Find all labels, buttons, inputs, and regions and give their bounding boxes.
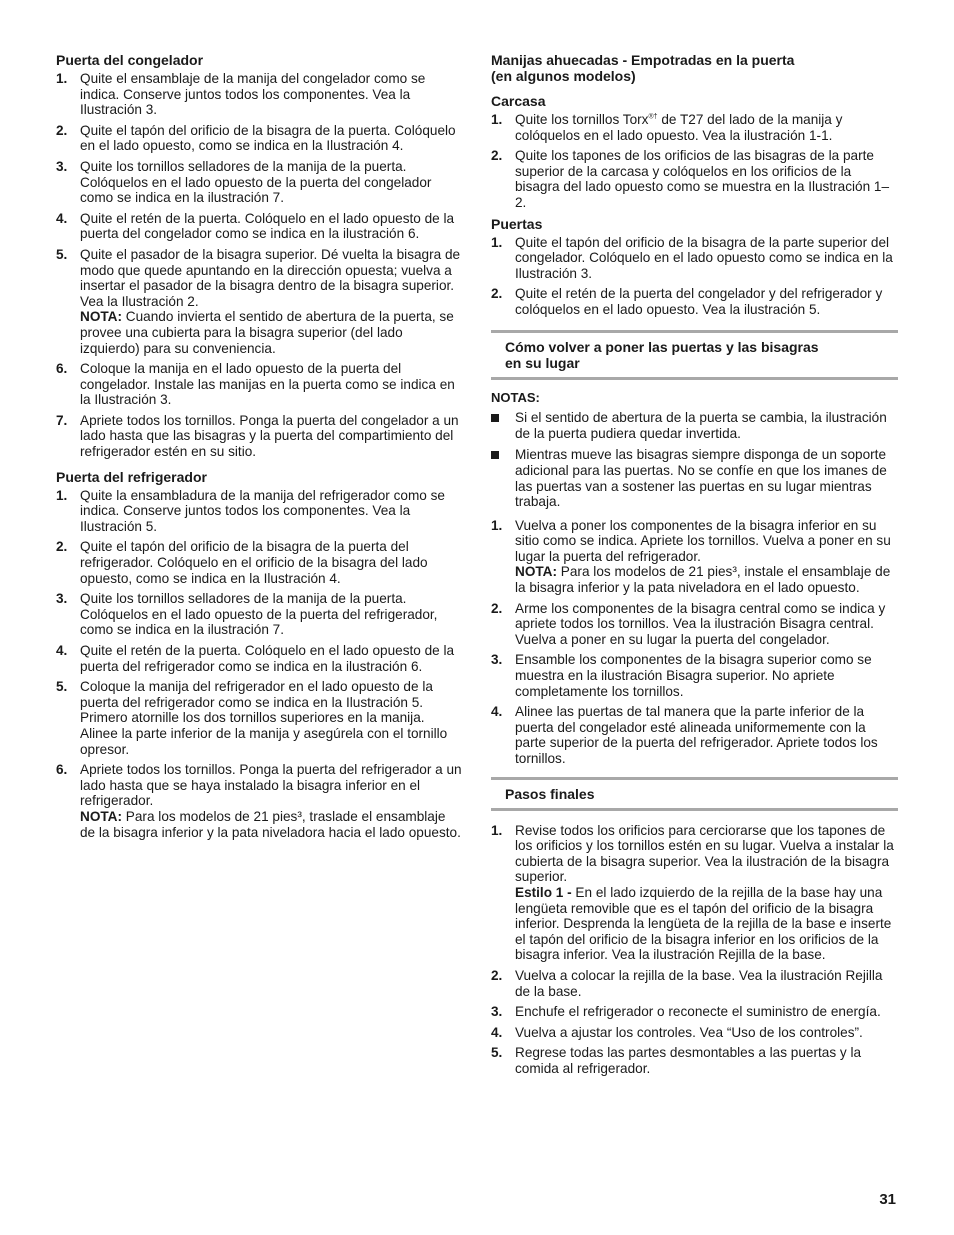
bullet-item: Si el sentido de abertura de la puerta se cambia, la ilustración de la puerta pudiera quedar invertida.: [491, 410, 898, 441]
bullet-square-icon: [491, 451, 499, 459]
bullet-item: Mientras mueve las bisagras siempre disponga de un soporte adicional para las puertas. No se confíe en que los imanes de las puertas van a sostener las puertas en su lugar mientras trabaja.: [491, 447, 898, 509]
replace-steps: [491, 518, 898, 767]
list-item: 7. Apriete todos los tornillos. Ponga la puerta del congelador a un lado hasta que las bisagras y la puerta del compartimiento del refrigerador estén en su sitio.: [56, 412, 459, 460]
fridge-steps: [56, 488, 464, 840]
notes-label: NOTAS:: [491, 389, 540, 405]
list-item: 1. Quite el tapón del orificio de la bisagra de la parte superior del congelador. Colóquelo en el lado opuesto como se indica en la Ilustración 3.: [491, 234, 893, 281]
bullet-square-icon: [491, 414, 499, 422]
list-item: 4. Vuelva a ajustar los controles. Vea “Uso de los controles”.: [491, 1024, 863, 1040]
note: NOTA: Para los modelos de 21 pies³, instale el ensamblaje de la bisagra inferior y la pata niveladora en el lado opuesto.: [515, 564, 891, 596]
list-item: 5. Regrese todas las partes desmontables a las puertas y la comida al refrigerador.: [491, 1045, 862, 1076]
list-item: 2. Vuelva a colocar la rejilla de la base. Vea la ilustración Rejilla de la base.: [491, 967, 883, 999]
list-item: 2. Quite el tapón del orificio de la bisagra de la puerta. Colóquelo en el lado opuesto, como se indica en la Ilustración 4.: [56, 122, 456, 154]
final-steps: [491, 823, 898, 1077]
replace-doors-heading: Cómo volver a poner las puertas y las bisagras en su lugar: [491, 330, 898, 380]
list-item: 3. Enchufe el refrigerador o reconecte el suministro de energía.: [491, 1004, 881, 1020]
list-item: 1. Vuelva a poner los componentes de la bisagra inferior en su sitio como se indica. Apriete los tornillos. Vuelva a poner en su lugar la puerta del refrigerador. NOTA: Para los modelos de 21 pies³, instale el ensamblaje de la bisagra inferior y la pata niveladora en el lado opuesto.: [491, 518, 898, 596]
housing-heading: Carcasa: [491, 93, 546, 109]
note: Estilo 1 - En el lado izquierdo de la rejilla de la base hay una lengüeta removible que es el tapón del orificio de la bisagra inferior. Desprenda la lengüeta de la rejilla de la base e inserte el tapón del orificio de la bisagra inferior en los orificios de la bisagra inferior. Vea la ilustración Rejilla de la base.: [515, 884, 892, 963]
list-item: 3. Quite los tornillos selladores de la manija de la puerta. Colóquelos en el lado opuesto de la puerta del refrigerador, como se indica en la ilustración 7.: [56, 591, 438, 638]
housing-steps: [491, 112, 898, 211]
freezer-door-heading: Puerta del congelador: [56, 52, 204, 68]
list-item: 1. Quite la ensambladura de la manija del refrigerador como se indica. Conserve juntos todos los componentes. Vea la Ilustración 5.: [56, 487, 445, 534]
doors-heading: Puertas: [491, 215, 543, 232]
list-item: 2. Arme los componentes de la bisagra central como se indica y apriete todos los tornillos. Vea la ilustración Bisagra central. Vuelva a poner en su lugar la puerta del congelador.: [491, 600, 886, 647]
doors-steps: [491, 235, 898, 318]
freezer-steps: [56, 71, 464, 460]
page-number: 31: [879, 1191, 896, 1208]
list-item: 5. Quite el pasador de la bisagra superior. Dé vuelta la bisagra de modo que quede apuntando en la dirección opuesta; vuelva a insertar el pasador de la bisagra dentro de la bisagra superior. Vea la Ilustración 2. NOTA: Cuando invierta el sentido de abertura de la puerta, se provee una cubierta para la bisagra superior (del lado izquierdo) para su conveniencia.: [56, 247, 464, 356]
list-item: 2. Quite el tapón del orificio de la bisagra de la puerta del refrigerador. Colóquelo en el orificio de la bisagra del lado opuesto, como se indica en la Ilustración 4.: [56, 539, 428, 586]
list-item: 6. Coloque la manija en el lado opuesto de la puerta del congelador. Instale las manijas en la puerta como se indica en la Ilustración 3.: [56, 361, 455, 408]
list-item: 1. Quite los tornillos Torx®† de T27 del lado de la manija y colóquelos en el lado opuesto. Vea la ilustración 1-1.: [491, 112, 843, 143]
list-item: 5. Coloque la manija del refrigerador en el lado opuesto de la puerta del refrigerador como se indica en la Ilustración 5. Primero atornille los dos tornillos superiores en la manija. Alinee la parte inferior de la manija y asegúrela con el tornillo opresor.: [56, 679, 448, 757]
fridge-door-heading: Puerta del refrigerador: [56, 468, 207, 485]
list-item: 6. Apriete todos los tornillos. Ponga la puerta del refrigerador a un lado hasta que se haya instalado la bisagra inferior en el refrigerador. NOTA: Para los modelos de 21 pies³, traslade el ensamblaje de la bisagra inferior y la pata niveladora hacia el lado opuesto.: [56, 762, 464, 840]
recessed-handles-heading: Manijas ahuecadas - Empotradas en la puerta (en algunos modelos): [491, 52, 795, 84]
list-item: 1. Revise todos los orificios para cerciorarse que los tapones de los orificios y los tornillos estén en su lugar. Vuelva a instalar la cubierta de la bisagra superior. Vea la ilustración de la bisagra superior. Estilo 1 - En el lado izquierdo de la rejilla de la base hay una lengüeta removible que es el tapón del orificio de la bisagra inferior. Desprenda la lengüeta de la rejilla de la base e inserte el tapón del orificio de la bisagra inferior en los orificios de la bisagra inferior. Vea la ilustración Rejilla de la base.: [491, 823, 898, 963]
list-item: 3. Ensamble los componentes de la bisagra superior como se muestra en la ilustración Bisagra superior. No apriete completamente los tornillos.: [491, 652, 872, 699]
list-item: 1. Quite el ensamblaje de la manija del congelador como se indica. Conserve juntos todos los componentes. Vea la Ilustración 3.: [56, 71, 426, 118]
note: NOTA: Cuando invierta el sentido de abertura de la puerta, se provee una cubierta para la bisagra superior (del lado izquierdo) para su conveniencia.: [80, 309, 454, 356]
right-column: [491, 52, 898, 1082]
note: NOTA: Para los modelos de 21 pies³, traslade el ensamblaje de la bisagra inferior y la pata niveladora hacia el lado opuesto.: [80, 808, 461, 840]
list-item: 4. Quite el retén de la puerta. Colóquelo en el lado opuesto de la puerta del congelador como se indica en la ilustración 6.: [56, 210, 455, 242]
left-column: [56, 52, 464, 845]
list-item: 4. Quite el retén de la puerta. Colóquelo en el lado opuesto de la puerta del refrigerador como se indica en la ilustración 6.: [56, 643, 455, 674]
list-item: 4. Alinee las puertas de tal manera que la parte inferior de la puerta del congelador esté alineada uniformemente con la parte superior de la puerta del refrigerador. Apriete todos los tornillos.: [491, 704, 878, 766]
list-item: 3. Quite los tornillos selladores de la manija de la puerta. Colóquelos en el lado opuesto de la puerta del congelador como se indica en la ilustración 7.: [56, 158, 432, 206]
list-item: 2. Quite los tapones de los orificios de las bisagras de la parte superior de la carcasa y colóquelos en los orificios de la bisagra del lado opuesto como se muestra en la Ilustración 1–2.: [491, 148, 890, 210]
list-item: 2. Quite el retén de la puerta del congelador y del refrigerador y colóquelos en el lado opuesto. Vea la ilustración 5.: [491, 286, 883, 317]
final-steps-heading: Pasos finales: [491, 777, 898, 811]
